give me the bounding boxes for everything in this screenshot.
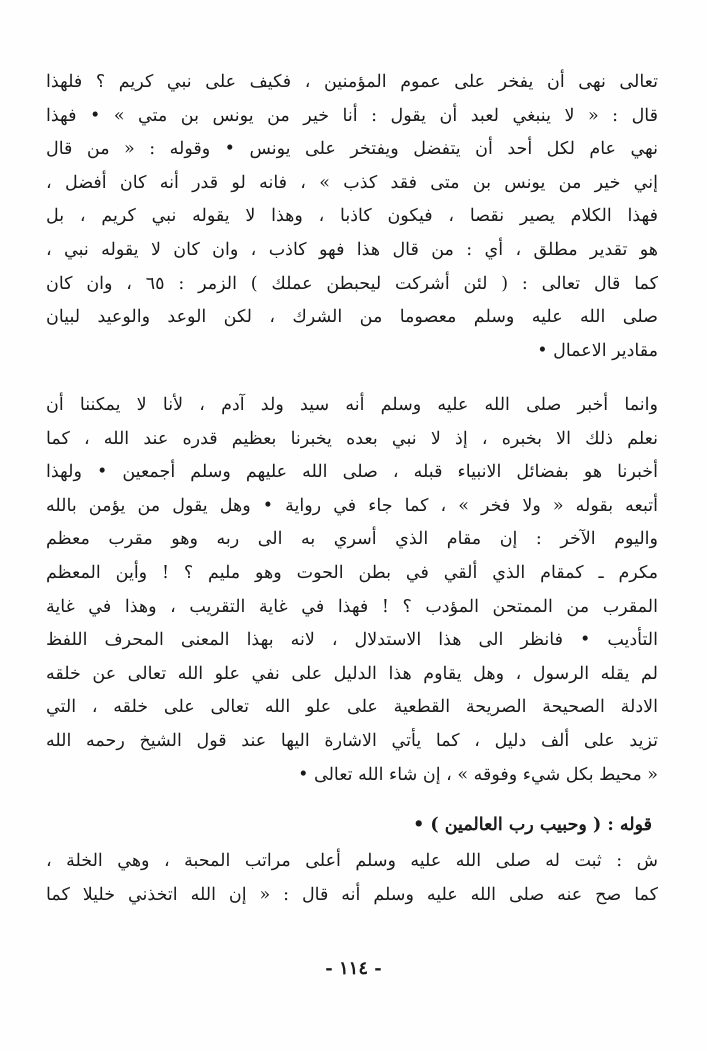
text-line: مقادير الاعمال • [537, 340, 658, 361]
paragraph-3 [46, 845, 658, 912]
text-line: تزيد على ألف دليل ، كما يأتي الاشارة اليها عند قول الشيخ رحمه الله [46, 730, 658, 751]
text-line: قال : « لا ينبغي لعبد أن يقول : أنا خير من يونس بن متي » • فهذا [46, 105, 658, 126]
text-line: ش : ثبت له صلى الله عليه وسلم أعلى مراتب المحبة ، وهي الخلة ، [46, 851, 658, 871]
text-line: هو تقدير مطلق ، أي : من قال هذا فهو كاذب ، وان كان لا يقوله نبي ، [46, 239, 658, 260]
text-line: كما قال تعالى : ( لئن أشركت ليحبطن عملك ) الزمر : ٦٥ ، وان كان [46, 273, 658, 294]
text-line: التأديب • فانظر الى هذا الاستدلال ، لانه بهذا المعنى المحرف اللفظ [46, 630, 658, 651]
text-line: لم يقله الرسول ، وهل يقاوم هذا الدليل على نفي علو الله تعالى عن خلقه [46, 663, 658, 684]
section-heading: قوله : ( وحبيب رب العالمين ) • [413, 815, 652, 835]
text-line: نهي عام لكل أحد أن يتفضل ويفتخر على يونس • وقوله : « من قال [46, 139, 658, 160]
text-line: أخبرنا هو بفضائل الانبياء قبله ، صلى الله عليهم وسلم أجمعين • ولهذا [46, 462, 658, 483]
text-line: الادلة الصحيحة الصريحة القطعية على علو الله تعالى على خلقه ، التي [46, 697, 658, 718]
text-line: « محيط بكل شيء وفوقه » ، إن شاء الله تعالى • [298, 764, 658, 785]
text-line: نعلم ذلك الا بخبره ، إذ لا نبي بعده يخبرنا بعظيم قدره عند الله ، كما [46, 428, 658, 449]
text-line: إني خير من يونس بن متى فقد كذب » ، فانه لو قدر أنه كان أفضل ، [46, 172, 658, 193]
text-line: مكرم ـ كمقام الذي ألقي في بطن الحوت وهو مليم ؟ ! وأين المعظم [46, 562, 658, 583]
paragraph-1 [46, 66, 658, 368]
paragraph-2 [46, 389, 658, 792]
text-line: صلى الله عليه وسلم معصوما من الشرك ، لكن الوعد والوعيد لبيان [46, 307, 658, 328]
text-line: تعالى نهى أن يفخر على عموم المؤمنين ، فكيف على نبي كريم ؟ فلهذا [46, 72, 658, 92]
text-line: واليوم الآخر : إن مقام الذي أسري به الى ربه وهو مقرب معظم [46, 529, 658, 550]
text-line: فهذا الكلام يصير نقصا ، فيكون كاذبا ، وهذا لا يقوله نبي كريم ، بل [46, 206, 658, 227]
text-line: وانما أخبر صلى الله عليه وسلم أنه سيد ولد آدم ، لأنا لا يمكننا أن [46, 395, 658, 415]
page-number: - ١١٤ - [325, 958, 382, 979]
text-line: المقرب من الممتحن المؤدب ؟ ! فهذا في غاية التقريب ، وهذا في غاية [46, 596, 658, 617]
text-line: أتبعه بقوله « ولا فخر » ، كما جاء في رواية • وهل يقول من يؤمن بالله [46, 495, 658, 516]
text-line: كما صح عنه صلى الله عليه وسلم أنه قال : « إن الله اتخذني خليلا كما [46, 884, 658, 905]
